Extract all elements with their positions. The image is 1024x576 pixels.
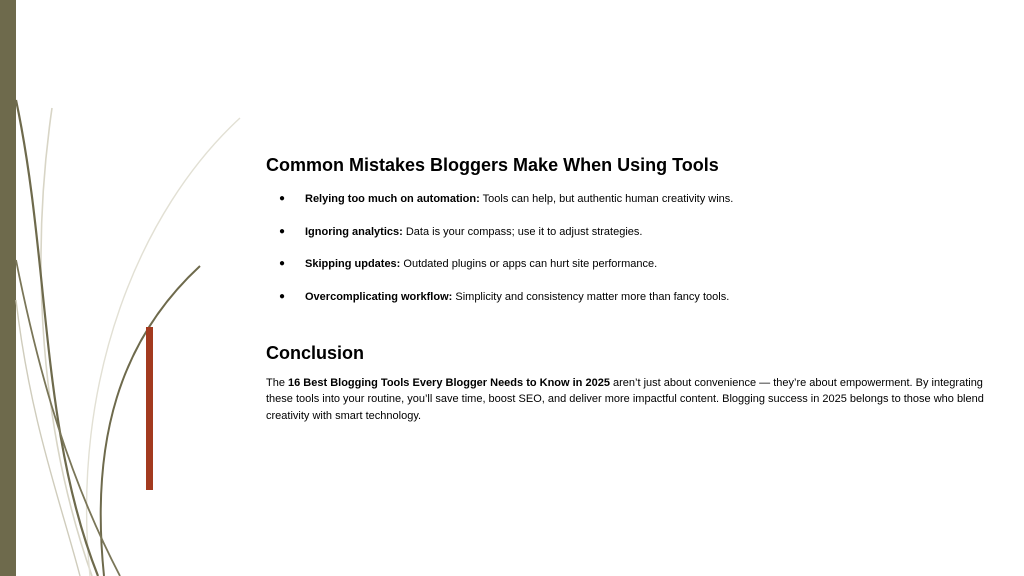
list-item: [266, 257, 986, 271]
paragraph-bold-title: 16 Best Blogging Tools Every Blogger Needs to Know in 2025: [288, 376, 610, 389]
list-item-label: Skipping updates:: [305, 258, 401, 270]
list-item: [266, 290, 986, 304]
bullet-icon: ●: [279, 290, 286, 302]
paragraph-prefix: The: [266, 376, 289, 389]
accent-bar: [146, 327, 153, 490]
bullet-icon: ●: [279, 193, 286, 204]
vine-dark-1: [16, 100, 98, 576]
decorative-vines: [0, 0, 260, 576]
list-item-text: Data is your compass; use it to adjust strategies.: [402, 225, 643, 238]
mistakes-list: [266, 192, 986, 304]
conclusion-paragraph: [266, 375, 986, 425]
list-item-text: Outdated plugins or apps can hurt site performance.: [400, 258, 658, 270]
list-item-text: Simplicity and consistency matter more than fancy tools.: [452, 290, 730, 303]
vine-dark-3: [16, 260, 120, 576]
section-heading-conclusion: Conclusion: [266, 342, 364, 363]
list-item: [266, 225, 986, 239]
list-item: [266, 192, 986, 206]
list-item-label: Relying too much on automation:: [305, 193, 480, 205]
list-item-label: Ignoring analytics:: [305, 225, 403, 238]
bullet-icon: ●: [279, 258, 286, 269]
paragraph-text: aren’t just about convenience — they’re about empowerment. By integrating these tools into your routine, you’ll save time, boost SEO, and deliver more impactful content. Blogging success in 2025 belongs to those who blend creativity with smart technology.: [266, 376, 984, 422]
list-item-label: Overcomplicating workflow:: [305, 290, 453, 303]
list-item-text: Tools can help, but authentic human creativity wins.: [479, 193, 734, 205]
bullet-icon: ●: [279, 225, 286, 237]
content-area: [266, 154, 986, 424]
section-heading-mistakes: Common Mistakes Bloggers Make When Using Tools: [266, 155, 719, 175]
vine-light-2: [87, 118, 240, 576]
